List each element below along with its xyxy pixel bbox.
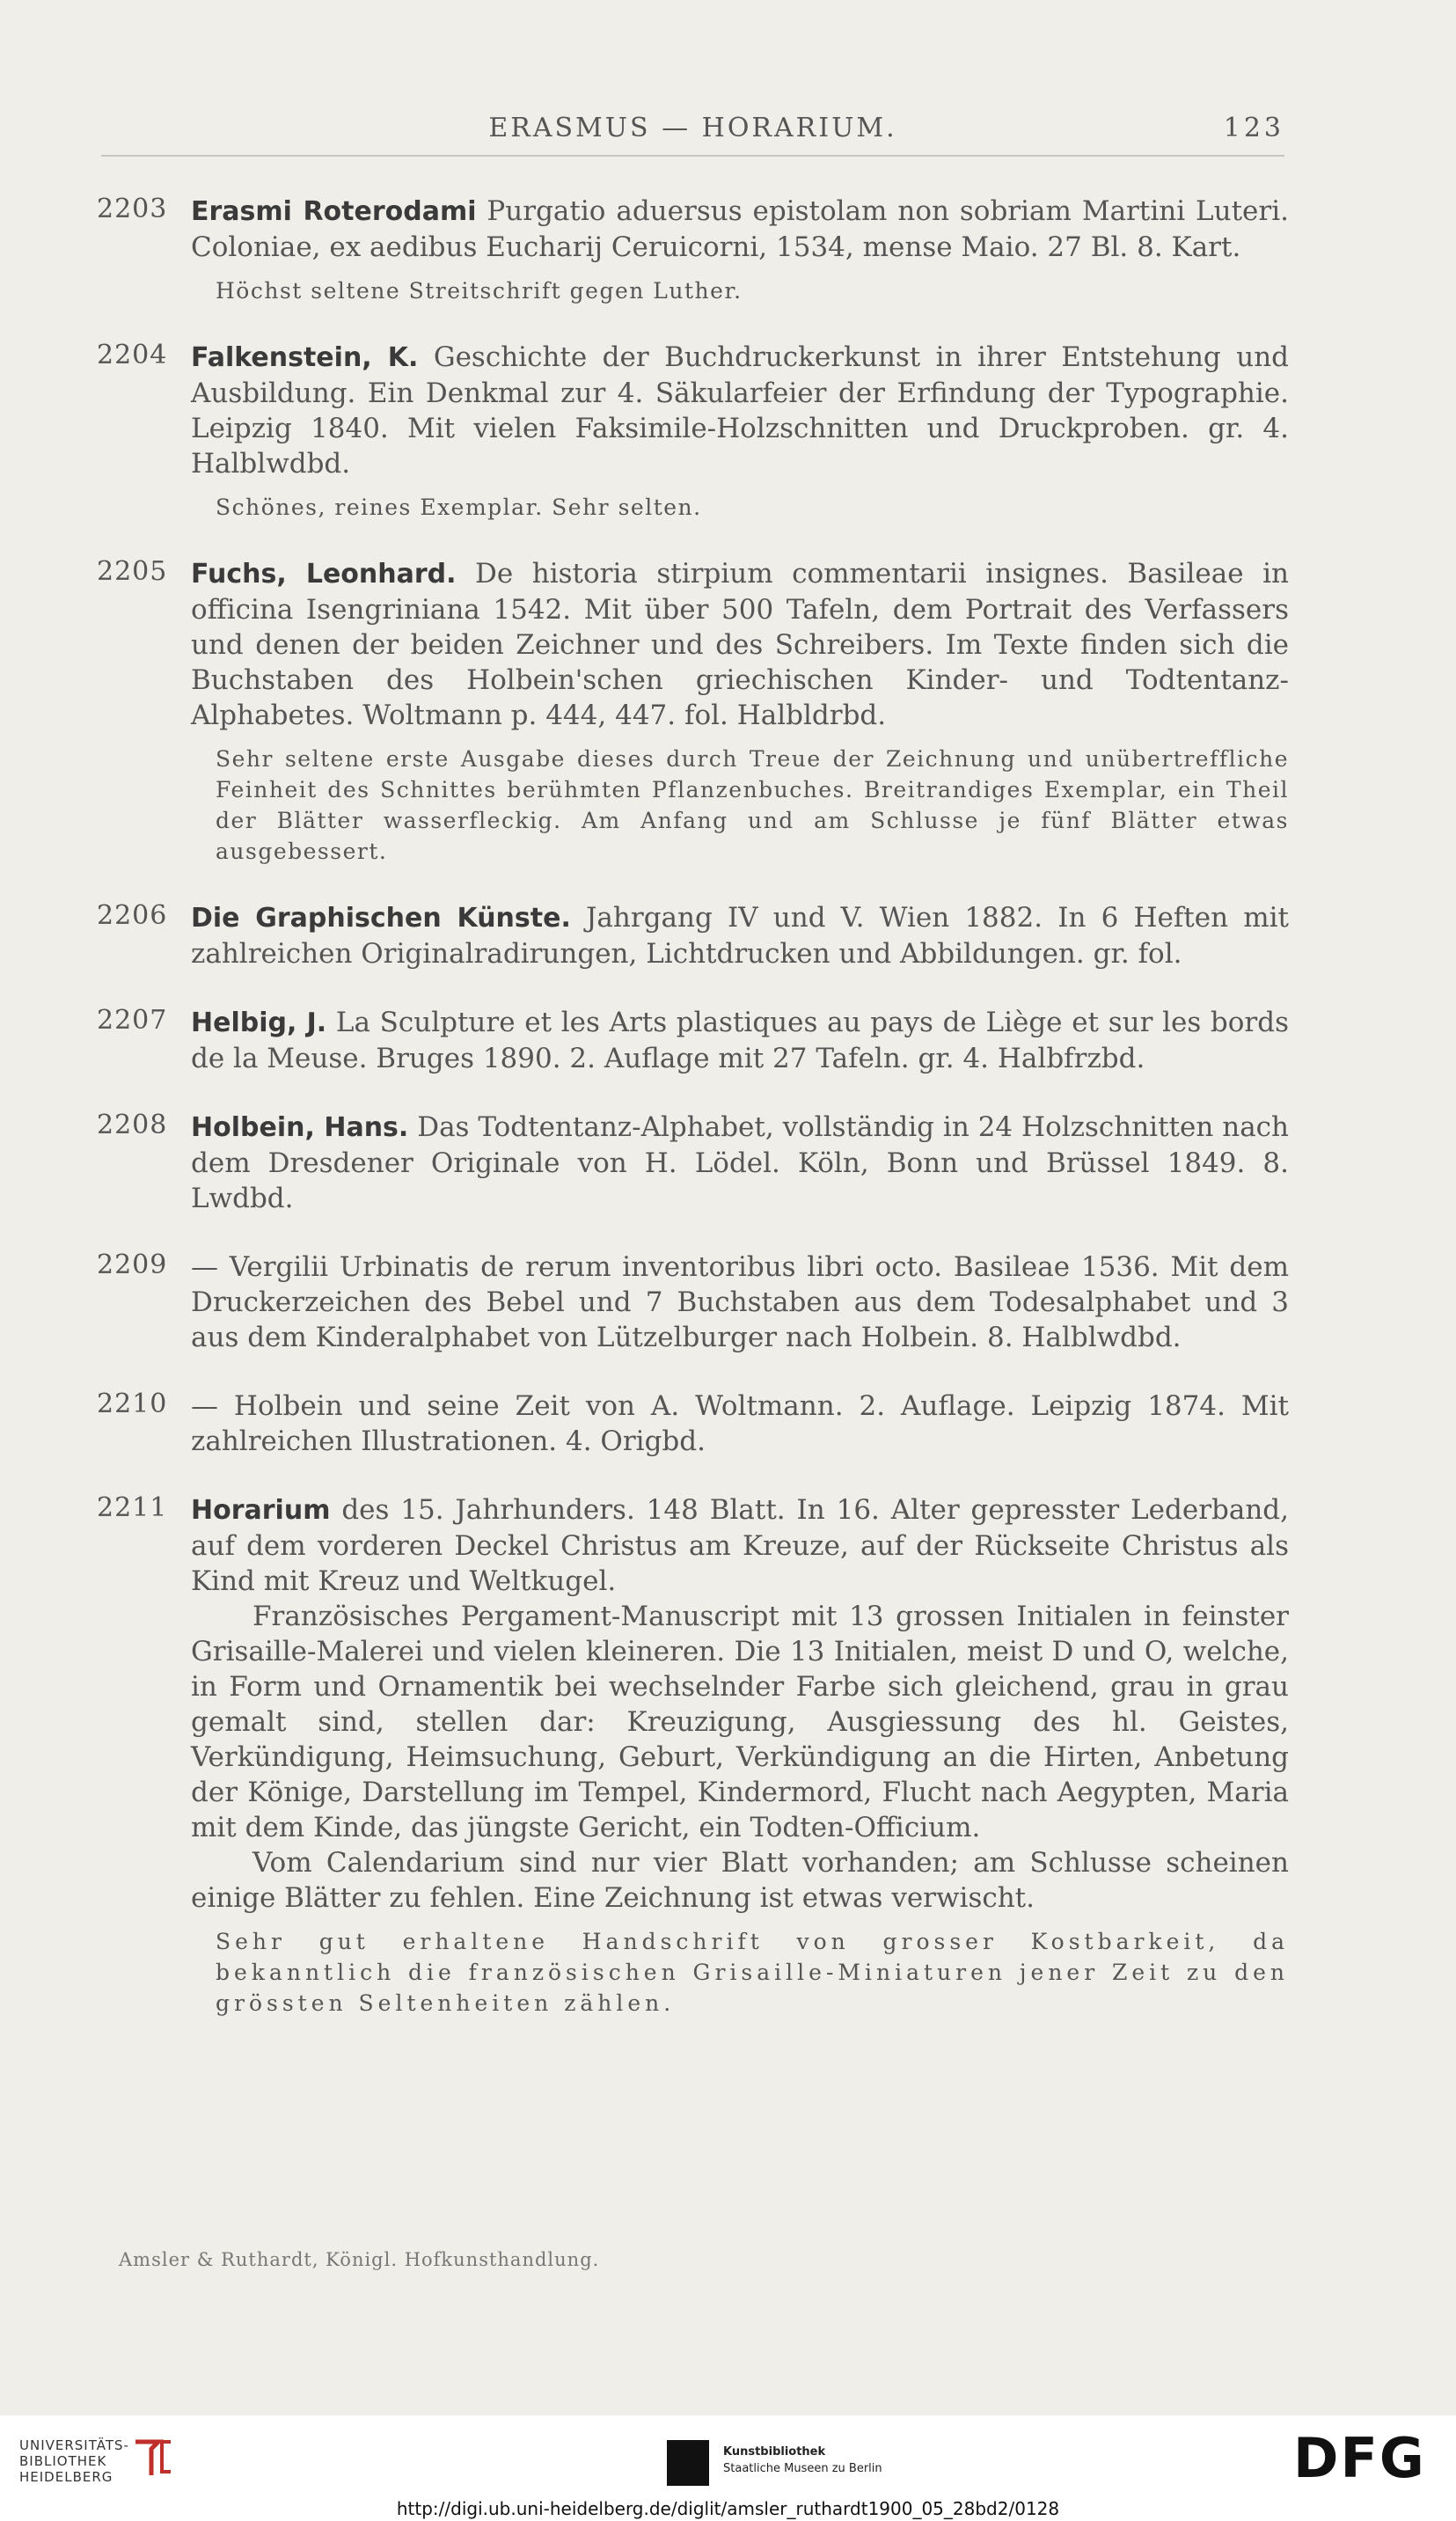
- kunstbibliothek-label: [723, 2444, 882, 2477]
- catalogue-entry: [97, 194, 1289, 306]
- entry-author: Helbig, J.: [191, 1008, 327, 1038]
- catalogue-entry: [97, 556, 1289, 867]
- entry-number: 2208: [97, 1110, 168, 1140]
- kunstbibliothek-subtitle: Staatliche Museen zu Berlin: [723, 2462, 882, 2475]
- kunstbibliothek-name: Kunstbibliothek: [723, 2445, 826, 2459]
- digitization-footer: [0, 2415, 1456, 2521]
- dfg-logo: DFG: [1293, 2426, 1426, 2490]
- kunstbibliothek-logo-icon: [667, 2440, 709, 2486]
- entry-number: 2204: [97, 340, 168, 370]
- catalogue-entry: [97, 1005, 1289, 1076]
- entry-number: 2206: [97, 900, 168, 931]
- entry-author: Holbein, Hans.: [191, 1112, 409, 1143]
- catalogue-entry: [97, 1250, 1289, 1355]
- catalogue-entry-horarium: [97, 1492, 1289, 2019]
- publisher-imprint: Amsler & Ruthardt, Königl. Hofkunsthandlung.: [119, 2249, 600, 2270]
- running-header: [101, 104, 1284, 157]
- university-library-name: UNIVERSITÄTS- BIBLIOTHEK HEIDELBERG: [19, 2437, 129, 2485]
- entry-text: La Sculpture et les Arts plastiques au pays de Liège et sur les bords de la Meuse. Bruges 1890. 2. Auflage mit 27 Tafeln. gr. 4. Halbfrzbd.: [191, 1007, 1289, 1074]
- entry-note: Schönes, reines Exemplar. Sehr selten.: [216, 495, 702, 520]
- entry-text: — Holbein und seine Zeit von A. Woltmann. 2. Auflage. Leipzig 1874. Mit zahlreichen Illustrationen. 4. Origbd.: [191, 1390, 1289, 1457]
- entry-note: Sehr gut erhaltene Handschrift von grosser Kostbarkeit, da bekanntlich die französischen Grisaille-Miniaturen jener Zeit zu den grössten Seltenheiten zählen.: [216, 1929, 1289, 2016]
- entry-description: Französisches Pergament-Manuscript mit 13 grossen Initialen in feinster Grisaille-Malerei und vielen kleineren. Die 13 Initialen, meist D und O, welche, in Form und Ornamentik bei wechselnder Farbe sich gleichend, grau in grau gemalt sind, stellen dar: Kreuzigung, Ausgiessung des hl. Geistes, Verkündigung, Heimsuchung, Geburt, Verkündigung an die Hirten, Anbetung der Könige, Darstellung im Tempel, Kindermord, Flucht nach Aegypten, Maria mit dem Kinde, das jüngste Gericht, ein Todten-Officium.: [191, 1601, 1289, 1843]
- entry-number: 2203: [97, 194, 168, 224]
- running-title: ERASMUS — HORARIUM.: [488, 113, 897, 143]
- page-number: 123: [1223, 113, 1284, 143]
- entry-condition: Vom Calendarium sind nur vier Blatt vorhanden; am Schlusse scheinen einige Blätter zu fehlen. Eine Zeichnung ist etwas verwischt.: [191, 1847, 1289, 1914]
- entry-text: des 15. Jahrhunders. 148 Blatt. In 16. Alter gepresster Lederband, auf dem vorderen Deckel Christus am Kreuze, auf der Rückseite Christus als Kind mit Kreuz und Weltkugel.: [191, 1494, 1289, 1597]
- entry-text: Das Todtentanz-Alphabet, vollständig in 24 Holzschnitten nach dem Dresdener Originale von H. Lödel. Köln, Bonn und Brüssel 1849. 8. Lwdbd.: [191, 1111, 1289, 1214]
- catalogue-entry: [97, 1389, 1289, 1459]
- entry-author: Fuchs, Leonhard.: [191, 559, 457, 590]
- entry-number: 2211: [97, 1492, 168, 1523]
- entry-number: 2205: [97, 556, 168, 587]
- catalogue-entries: [97, 194, 1289, 2052]
- entry-number: 2207: [97, 1005, 168, 1036]
- entry-text: Jahrgang IV und V. Wien 1882. In 6 Heften mit zahlreichen Originalradirungen, Lichtdrucken und Abbildungen. gr. fol.: [191, 902, 1289, 970]
- entry-author: Die Graphischen Künste.: [191, 903, 571, 934]
- entry-number: 2210: [97, 1389, 168, 1419]
- source-url-link[interactable]: http://digi.ub.uni-heidelberg.de/diglit/amsler_ruthardt1900_05_28bd2/0128: [396, 2498, 1060, 2519]
- entry-author: Erasmi Roterodami: [191, 196, 477, 227]
- entry-text: — Vergilii Urbinatis de rerum inventoribus libri octo. Basileae 1536. Mit dem Druckerzeichen des Bebel und 7 Buchstaben aus dem Todesalphabet und 3 aus dem Kinderalphabet von Lützelburger nach Holbein. 8. Halblwdbd.: [191, 1251, 1289, 1353]
- entry-text: Geschichte der Buchdruckerkunst in ihrer Entstehung und Ausbildung. Ein Denkmal zur 4. Säkularfeier der Erfindung der Typographie. Leipzig 1840. Mit vielen Faksimile-Holzschnitten und Druckproben. gr. 4. Halblwdbd.: [191, 341, 1289, 480]
- university-library-logo: [19, 2437, 129, 2485]
- entry-text: De historia stirpium commentarii insignes. Basileae in officina Isengriniana 1542. Mit über 500 Tafeln, dem Portrait des Verfassers und denen der beiden Zeichner und des Schreibers. Im Texte finden sich die Buchstaben des Holbein'schen griechischen Kinder- und Todtentanz-Alphabetes. Woltmann p. 444, 447. fol. Halbldrbd.: [191, 558, 1289, 731]
- entry-note: Sehr seltene erste Ausgabe dieses durch Treue der Zeichnung und unübertreffliche Feinheit des Schnittes berühmten Pflanzenbuches. Breitrandiges Exemplar, ein Theil der Blätter wasserfleckig. Am Anfang und am Schlusse je fünf Blätter etwas ausgebessert.: [216, 746, 1289, 864]
- catalogue-entry: [97, 1110, 1289, 1216]
- entry-number: 2209: [97, 1250, 168, 1280]
- entry-author: Falkenstein, K.: [191, 342, 419, 373]
- entry-note: Höchst seltene Streitschrift gegen Luther.: [216, 278, 743, 304]
- university-seal-icon: [132, 2437, 174, 2479]
- entry-text: Purgatio aduersus epistolam non sobriam Martini Luteri. Coloniae, ex aedibus Eucharij Ceruicorni, 1534, mense Maio. 27 Bl. 8. Kart.: [191, 195, 1289, 263]
- entry-author: Horarium: [191, 1495, 331, 1526]
- catalogue-entry: [97, 340, 1289, 523]
- catalogue-entry: [97, 900, 1289, 971]
